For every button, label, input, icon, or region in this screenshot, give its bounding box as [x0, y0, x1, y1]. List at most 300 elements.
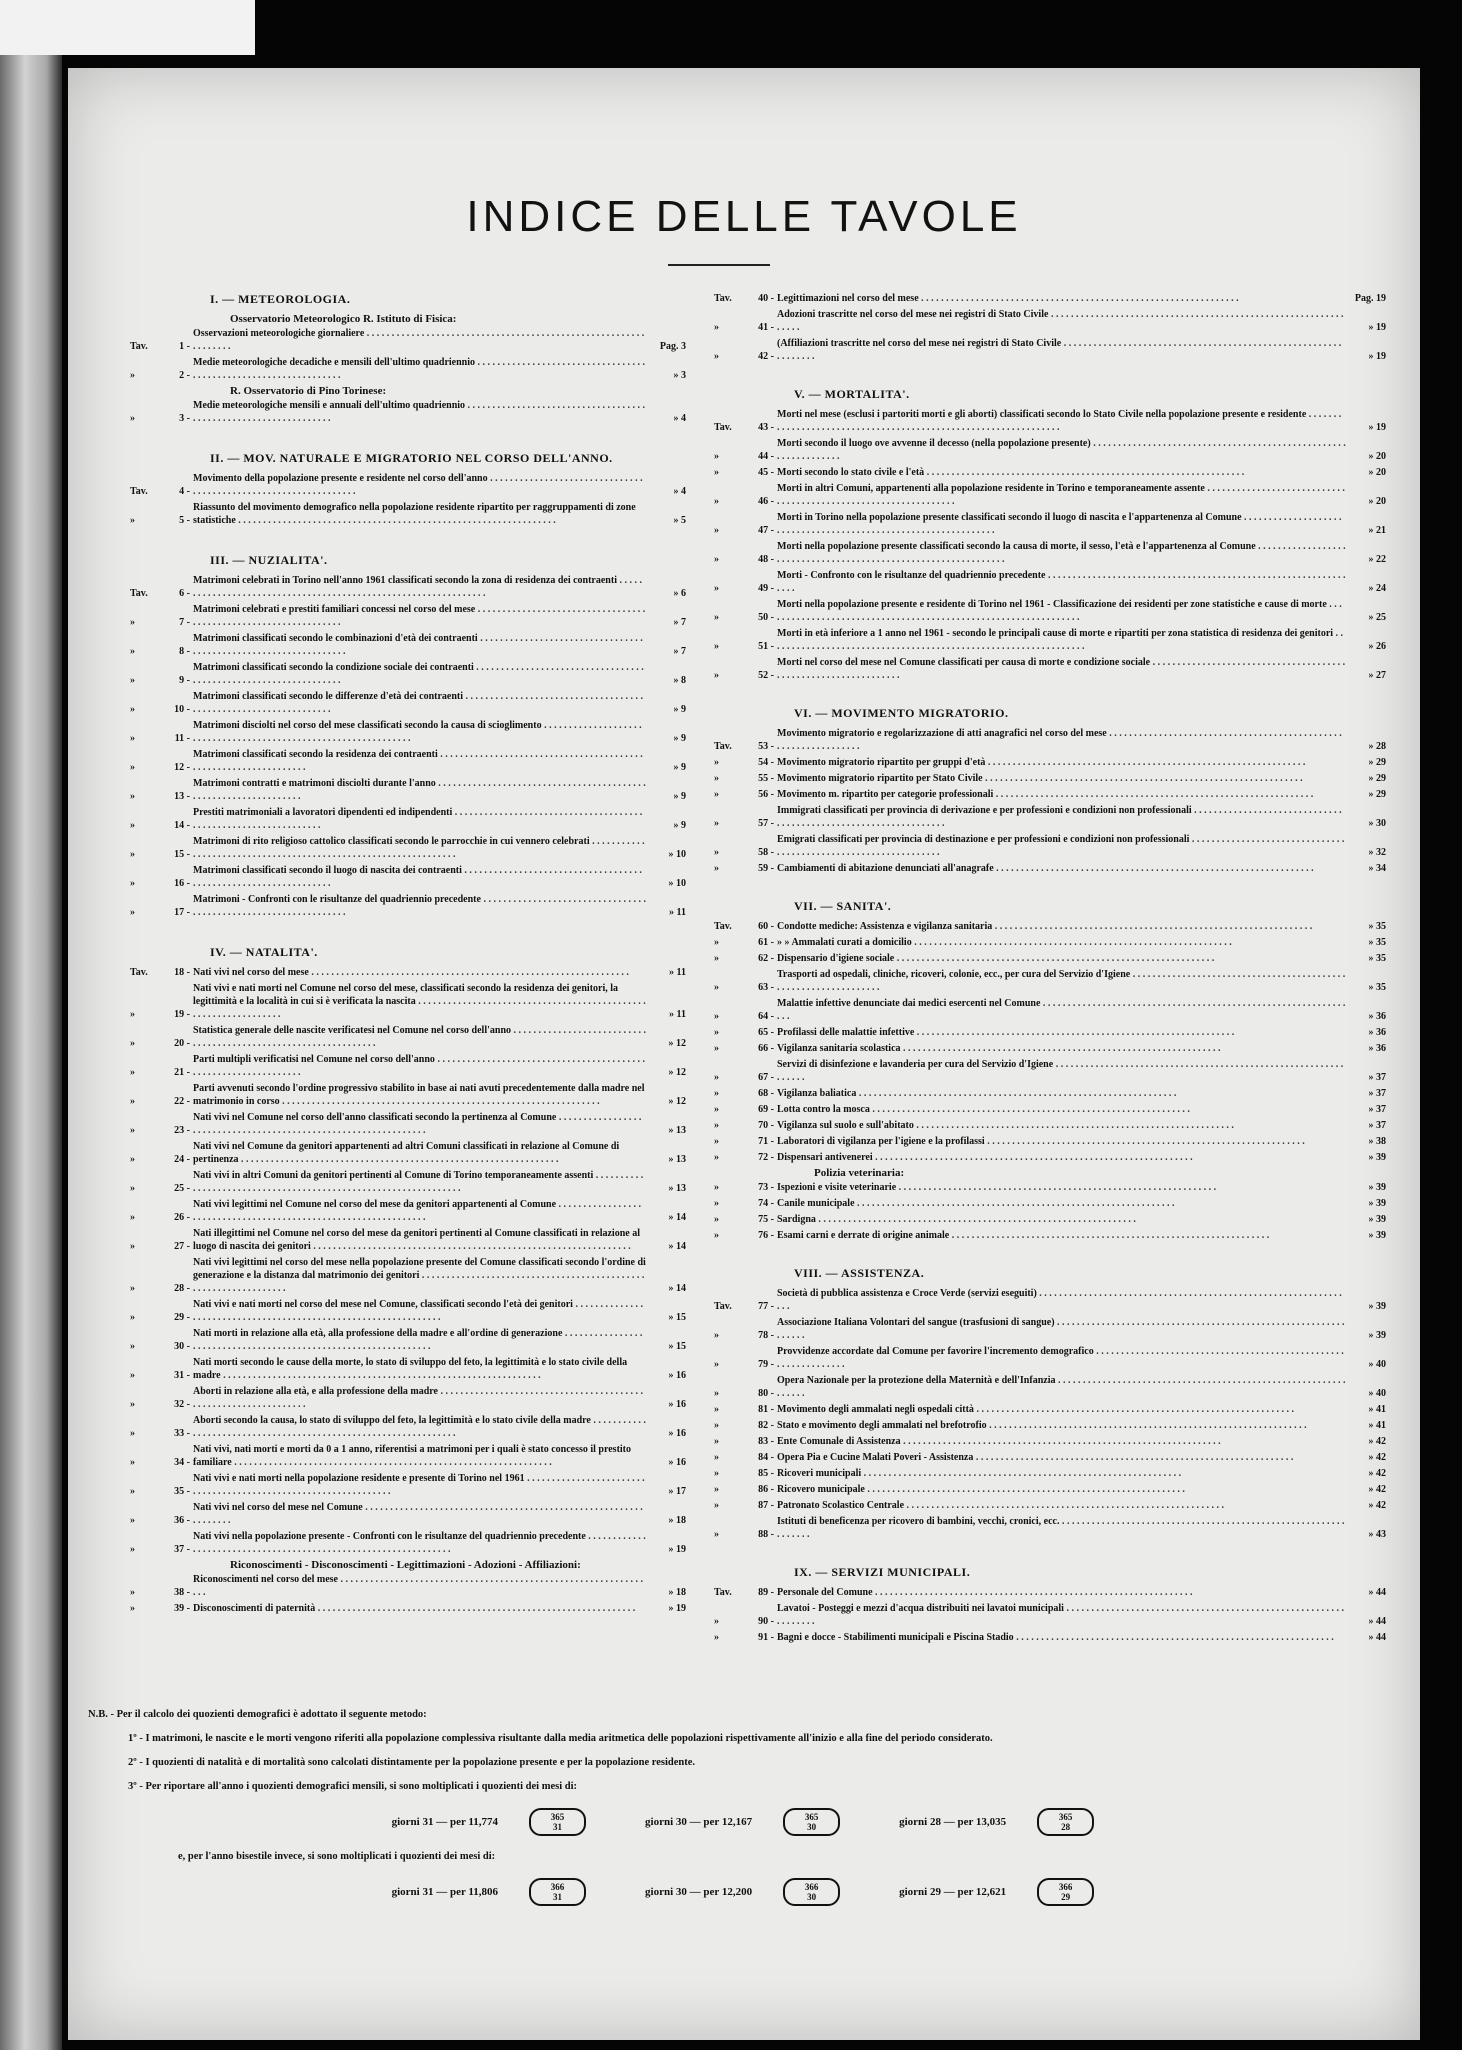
table-prefix: »: [714, 1027, 719, 1038]
fraction-bottom: 30: [807, 1822, 817, 1832]
page-number: » 43: [1368, 1529, 1386, 1540]
formula-text: giorni 30 — per 12,167: [645, 1815, 753, 1828]
entry-title-text: Ispezioni e visite veterinarie: [777, 1182, 897, 1193]
entry-title-text: Legittimazioni nel corso del mese: [777, 293, 919, 304]
page-number: » 5: [673, 515, 686, 526]
table-prefix: »: [714, 1632, 719, 1643]
table-prefix: »: [714, 1011, 719, 1022]
entry-title: [777, 408, 1346, 434]
entry-title: [777, 1087, 1346, 1100]
table-prefix: »: [714, 1468, 719, 1479]
toc-entry: [714, 540, 1386, 566]
formula-text: giorni 31 — per 11,774: [391, 1815, 499, 1828]
entry-title-text: Morti nella popolazione presente e residente di Torino nel 1961 - Classificazione dei residenti per zone statistiche e cause di morte: [777, 599, 1327, 610]
entry-title: [777, 1135, 1346, 1148]
page-number: » 12: [668, 1067, 686, 1078]
table-number: 9 -: [179, 675, 190, 686]
table-prefix: »: [714, 1104, 719, 1115]
toc-entry: [714, 511, 1386, 537]
table-number: 37 -: [174, 1544, 190, 1555]
dot-leader: . . . . . . . . . . . . . . . . . . . . . . . . . . . . . . . . . . . . . . . . . . . . . . . . . . . . . . . . . . . . . . . .: [193, 1299, 643, 1323]
toc-entry: [130, 1443, 686, 1469]
table-prefix: »: [714, 583, 719, 594]
table-prefix: »: [714, 1152, 719, 1163]
dot-leader: . . . . . . . . . . . . . . . . . . . . . . . . . . . . . . . . . . . . . . . . . . . . . . . . . . . . . . . . . . . . . . . .: [904, 1500, 1225, 1511]
table-prefix: »: [130, 1154, 135, 1165]
table-prefix: Tav.: [714, 1301, 732, 1312]
table-number: 5 -: [179, 515, 190, 526]
page-number: » 44: [1368, 1632, 1386, 1643]
dot-leader: . . . . . . . . . . . . . . . . . . . . . . . . . . . . . . . . . . . . . . . . . . . . . . . . . . . . . . . . . . . . . . . .: [193, 357, 646, 381]
toc-entry: [130, 632, 686, 658]
page-number: » 3: [673, 370, 686, 381]
page-number: » 15: [668, 1341, 686, 1352]
entry-title-text: Nati vivi nel Comune nel corso dell'anno classificati secondo la pertinenza al Comune: [193, 1112, 557, 1123]
table-prefix: »: [130, 1486, 135, 1497]
page-number: » 6: [673, 588, 686, 599]
toc-entry: [714, 1058, 1386, 1084]
page-number: » 16: [668, 1457, 686, 1468]
table-prefix: »: [130, 515, 135, 526]
table-prefix: Tav.: [130, 486, 148, 497]
entry-title-text: Morti secondo lo stato civile e l'età: [777, 467, 925, 478]
fraction-bottom: 31: [553, 1822, 563, 1832]
entry-title-text: Profilassi delle malattie infettive: [777, 1027, 915, 1038]
entry-title: [193, 1298, 646, 1324]
table-prefix: »: [130, 820, 135, 831]
page-number: » 35: [1368, 921, 1386, 932]
table-prefix: »: [130, 1341, 135, 1352]
entry-title-text: Nati vivi legittimi nel Comune nel corso del mese da genitori appartenenti al Comune: [193, 1199, 557, 1210]
entry-title: [777, 1499, 1346, 1512]
page-number: » 29: [1368, 773, 1386, 784]
table-number: 32 -: [174, 1399, 190, 1410]
table-number: 2 -: [179, 370, 190, 381]
table-number: 41 -: [758, 322, 774, 333]
table-prefix: »: [130, 878, 135, 889]
dot-leader: . . . . . . . . . . . . . . . . . . . . . . . . . . . . . . . . . . . . . . . . . . . . . . . . . . . . . . . . . . . . . . . .: [894, 953, 1215, 964]
dot-leader: . . . . . . . . . . . . . . . . . . . . . . . . . . . . . . . . . . . . . . . . . . . . . . . . . . . . . . . . . . . . . . . .: [777, 1603, 1344, 1627]
table-prefix: »: [130, 1457, 135, 1468]
entry-title-text: Condotte mediche: Assistenza e vigilanza sanitaria: [777, 921, 993, 932]
table-number: 91 -: [758, 1632, 774, 1643]
toc-entry: [130, 1602, 686, 1615]
table-number: 87 -: [758, 1500, 774, 1511]
dot-leader: . . . . . . . . . . . . . . . . . . . . . . . . . . . . . . . . . . . . . . . . . . . . . . . . . . . . . . . . . . . . . . . .: [777, 728, 1342, 752]
dot-leader: . . . . . . . . . . . . . . . . . . . . . . . . . . . . . . . . . . . . . . . . . . . . . . . . . . . . . . . . . . . . . . . .: [777, 998, 1346, 1022]
toc-entry: [130, 574, 686, 600]
table-prefix: »: [130, 849, 135, 860]
dot-leader: . . . . . . . . . . . . . . . . . . . . . . . . . . . . . . . . . . . . . . . . . . . . . . . . . . . . . . . . . . . . . . . .: [193, 720, 642, 744]
toc-entry: [130, 1501, 686, 1527]
toc-entry: [714, 1602, 1386, 1628]
entry-title-text: Disconoscimenti di paternità: [193, 1603, 316, 1614]
section-heading: II. — MOV. NATURALE E MIGRATORIO NEL CORSO DELL'ANNO.: [210, 451, 613, 465]
dot-leader: . . . . . . . . . . . . . . . . . . . . . . . . . . . . . . . . . . . . . . . . . . . . . . . . . . . . . . . . . . . . . . . .: [949, 1230, 1270, 1241]
toc-entry: [714, 1403, 1386, 1416]
dot-leader: . . . . . . . . . . . . . . . . . . . . . . . . . . . . . . . . . . . . . . . . . . . . . . . . . . . . . . . . . . . . . . . .: [193, 1170, 644, 1194]
entry-title-text: Emigrati classificati per provincia di destinazione e per professioni e condizioni non professionali: [777, 834, 1190, 845]
dot-leader: . . . . . . . . . . . . . . . . . . . . . . . . . . . . . . . . . . . . . . . . . . . . . . . . . . . . . . . . . . . . . . . .: [777, 1375, 1346, 1399]
dot-leader: . . . . . . . . . . . . . . . . . . . . . . . . . . . . . . . . . . . . . . . . . . . . . . . . . . . . . . . . . . . . . . . .: [777, 309, 1344, 333]
table-number: 54 -: [758, 757, 774, 768]
table-prefix: »: [130, 1587, 135, 1598]
toc-section: [130, 553, 686, 919]
entry-title: [777, 569, 1346, 595]
toc-entry: [714, 1435, 1386, 1448]
entry-title-text: Movimento m. ripartito per categorie professionali: [777, 789, 994, 800]
table-prefix: »: [130, 1603, 135, 1614]
dot-leader: . . . . . . . . . . . . . . . . . . . . . . . . . . . . . . . . . . . . . . . . . . . . . . . . . . . . . . . . . . . . . . . .: [193, 328, 645, 352]
toc-entry: [714, 1515, 1386, 1541]
dot-leader: . . . . . . . . . . . . . . . . . . . . . . . . . . . . . . . . . . . . . . . . . . . . . . . . . . . . . . . . . . . . . . . .: [777, 541, 1346, 565]
formula-connector: e, per l'anno bisestile invece, si sono moltiplicati i quozienti dei mesi di:: [178, 1851, 496, 1862]
entry-title: [193, 1227, 646, 1253]
toc-entry: [130, 1140, 686, 1166]
entry-title: [193, 1024, 646, 1050]
toc-entry: [714, 1467, 1386, 1480]
toc-entry: [130, 1082, 686, 1108]
table-prefix: »: [714, 1136, 719, 1147]
page-number: » 27: [1368, 670, 1386, 681]
toc-entry: [714, 627, 1386, 653]
entry-title: [777, 1119, 1346, 1132]
entry-title-text: Medie meteorologiche mensili e annuali dell'ultimo quadriennio: [193, 400, 466, 411]
toc-entry: [714, 482, 1386, 508]
dot-leader: . . . . . . . . . . . . . . . . . . . . . . . . . . . . . . . . . . . . . . . . . . . . . . . . . . . . . . . . . . . . . . . .: [193, 1386, 643, 1410]
entry-title-text: (Affiliazioni trascritte nel corso del mese nei registri di Stato Civile: [777, 338, 1062, 349]
fraction-top: 366: [804, 1882, 819, 1892]
toc-entry: [714, 1586, 1386, 1599]
table-number: 34 -: [174, 1457, 190, 1468]
table-number: 47 -: [758, 525, 774, 536]
entry-title: [193, 1385, 646, 1411]
table-prefix: »: [714, 1452, 719, 1463]
subsection-heading: Polizia veterinaria:: [814, 1167, 905, 1179]
table-prefix: Tav.: [130, 967, 148, 978]
table-prefix: »: [714, 467, 719, 478]
toc-entry: [130, 1256, 686, 1295]
entry-title: [193, 1573, 646, 1599]
page-number: » 41: [1368, 1404, 1386, 1415]
section-heading: IX. — SERVIZI MUNICIPALI.: [794, 1565, 971, 1579]
table-number: 51 -: [758, 641, 774, 652]
entry-title: [193, 574, 646, 600]
table-number: 21 -: [174, 1067, 190, 1078]
entry-title: [193, 748, 646, 774]
page-number: » 44: [1368, 1587, 1386, 1598]
fraction-top: 366: [550, 1882, 565, 1892]
entry-title: [193, 1443, 646, 1469]
fraction-bottom: 28: [1061, 1822, 1071, 1832]
entry-title: [777, 1631, 1346, 1644]
subsection-heading: R. Osservatorio di Pino Torinese:: [230, 385, 387, 397]
fraction: [1037, 1878, 1095, 1906]
table-number: 90 -: [758, 1616, 774, 1627]
table-prefix: Tav.: [130, 588, 148, 599]
entry-title-text: Vigilanza baliatica: [777, 1088, 857, 1099]
entry-title: [777, 598, 1346, 624]
table-prefix: »: [130, 1096, 135, 1107]
toc-entry: [130, 603, 686, 629]
page-number: » 9: [673, 704, 686, 715]
page-number: » 7: [673, 617, 686, 628]
entry-title: [193, 1111, 646, 1137]
table-number: 63 -: [758, 982, 774, 993]
table-number: 67 -: [758, 1072, 774, 1083]
entry-title: [193, 472, 646, 498]
table-prefix: »: [714, 937, 719, 948]
entry-title: [777, 1151, 1346, 1164]
dot-leader: . . . . . . . . . . . . . . . . . . . . . . . . . . . . . . . . . . . . . . . . . . . . . . . . . . . . . . . . . . . . . . . .: [777, 570, 1346, 594]
page-number: » 39: [1368, 1214, 1386, 1225]
table-prefix: »: [714, 1214, 719, 1225]
entry-title-text: Nati vivi, nati morti e morti da 0 a 1 anno, riferentisi a matrimoni per i quali è stato concesso il prestito familiare: [193, 1444, 632, 1468]
section-heading: IV. — NATALITA'.: [210, 945, 318, 959]
table-number: 29 -: [174, 1312, 190, 1323]
page-number: » 13: [668, 1125, 686, 1136]
section-heading: VIII. — ASSISTENZA.: [794, 1266, 925, 1280]
entry-title-text: Aborti secondo la causa, lo stato di sviluppo del feto, la legittimità e lo stato civile della madre: [193, 1415, 591, 1426]
table-number: 69 -: [758, 1104, 774, 1115]
table-number: 27 -: [174, 1241, 190, 1252]
table-number: 56 -: [758, 789, 774, 800]
table-prefix: »: [130, 1212, 135, 1223]
page-number: » 4: [673, 413, 686, 424]
entry-title-text: Bagni e docce - Stabilimenti municipali e Piscina Stadio: [777, 1632, 1014, 1643]
table-number: 82 -: [758, 1420, 774, 1431]
dot-leader: . . . . . . . . . . . . . . . . . . . . . . . . . . . . . . . . . . . . . . . . . . . . . . . . . . . . . . . . . . . . . . . .: [308, 967, 629, 978]
table-prefix: »: [714, 982, 719, 993]
entry-title-text: Nati vivi nel corso del mese nel Comune: [193, 1502, 363, 1513]
entry-title-text: Nati vivi in altri Comuni da genitori pertinenti al Comune di Torino temporaneamente assenti: [193, 1170, 594, 1181]
fraction-top: 365: [804, 1812, 819, 1822]
dot-leader: . . . . . . . . . . . . . . . . . . . . . . . . . . . . . . . . . . . . . . . . . . . . . . . . . . . . . . . . . . . . . . . .: [777, 512, 1342, 536]
page-number: » 38: [1368, 1136, 1386, 1147]
entry-title-text: Dispensario d'igiene sociale: [777, 953, 895, 964]
dot-leader: . . . . . . . . . . . . . . . . . . . . . . . . . . . . . . . . . . . . . . . . . . . . . . . . . . . . . . . . . . . . . . . .: [982, 773, 1303, 784]
page-number: » 10: [668, 849, 686, 860]
table-number: 61 -: [758, 937, 774, 948]
table-prefix: »: [130, 1241, 135, 1252]
table-number: 7 -: [179, 617, 190, 628]
toc-entry: [130, 748, 686, 774]
toc-entry: [130, 1385, 686, 1411]
table-prefix: »: [714, 863, 719, 874]
dot-leader: . . . . . . . . . . . . . . . . . . . . . . . . . . . . . . . . . . . . . . . . . . . . . . . . . . . . . . . . . . . . . . . .: [993, 863, 1314, 874]
toc-entry: [714, 1229, 1386, 1242]
dot-leader: . . . . . . . . . . . . . . . . . . . . . . . . . . . . . . . . . . . . . . . . . . . . . . . . . . . . . . . . . . . . . . . .: [777, 338, 1342, 362]
entry-title-text: Nati vivi legittimi nel corso del mese nella popolazione presente del Comune classificati secondo l'ordine di generazione e la distanza dal matrimonio dei genitori: [193, 1257, 646, 1281]
page-number: » 20: [1368, 496, 1386, 507]
entry-title: [777, 1435, 1346, 1448]
formula-term: [631, 1808, 854, 1836]
entry-title: [777, 437, 1346, 463]
entry-title: [193, 1472, 646, 1498]
entry-title-text: Sardigna: [777, 1214, 816, 1225]
page-number: » 20: [1368, 467, 1386, 478]
toc-entry: [714, 862, 1386, 875]
table-number: 44 -: [758, 451, 774, 462]
entry-title: [777, 727, 1346, 753]
toc-entry: [714, 308, 1386, 334]
entry-title-text: Matrimoni classificati secondo il luogo di nascita dei contraenti: [193, 865, 462, 876]
table-prefix: »: [130, 733, 135, 744]
page-number: » 18: [668, 1587, 686, 1598]
formula-term: [631, 1878, 854, 1906]
dot-leader: . . . . . . . . . . . . . . . . . . . . . . . . . . . . . . . . . . . . . . . . . . . . . . . . . . . . . . . . . . . . . . . .: [193, 1531, 646, 1555]
dot-leader: . . . . . . . . . . . . . . . . . . . . . . . . . . . . . . . . . . . . . . . . . . . . . . . . . . . . . . . . . . . . . . . .: [193, 691, 644, 715]
entry-title-text: Opera Nazionale per la protezione della Maternità e dell'Infanzia: [777, 1375, 1056, 1386]
table-prefix: »: [130, 704, 135, 715]
table-number: 11 -: [174, 733, 190, 744]
entry-title: [777, 1213, 1346, 1226]
table-prefix: »: [714, 1420, 719, 1431]
toc-entry: [130, 1356, 686, 1382]
page-number: » 19: [1368, 351, 1386, 362]
toc-entry: [714, 1103, 1386, 1116]
entry-title: [777, 1026, 1346, 1039]
toc-section: [714, 387, 1386, 682]
page-number: » 39: [1368, 1301, 1386, 1312]
table-prefix: »: [130, 370, 135, 381]
fraction-bottom: 30: [807, 1892, 817, 1902]
entry-title: [777, 1403, 1346, 1416]
toc-entry: [130, 893, 686, 919]
table-prefix: »: [714, 757, 719, 768]
entry-title-text: Nati morti secondo le cause della morte, lo stato di sviluppo del feto, la legittimità e lo stato civile della madre: [193, 1357, 628, 1381]
table-number: 38 -: [174, 1587, 190, 1598]
page-number: » 35: [1368, 953, 1386, 964]
dot-leader: . . . . . . . . . . . . . . . . . . . . . . . . . . . . . . . . . . . . . . . . . . . . . . . . . . . . . . . . . . . . . . . .: [1013, 1632, 1334, 1643]
toc-entry: [130, 1053, 686, 1079]
table-number: 79 -: [758, 1359, 774, 1370]
entry-title: [777, 482, 1346, 508]
entry-title: [193, 777, 646, 803]
page-number: » 35: [1368, 937, 1386, 948]
dot-leader: . . . . . . . . . . . . . . . . . . . . . . . . . . . . . . . . . . . . . . . . . . . . . . . . . . . . . . . . . . . . . . . .: [777, 1346, 1344, 1370]
dot-leader: . . . . . . . . . . . . . . . . . . . . . . . . . . . . . . . . . . . . . . . . . . . . . . . . . . . . . . . . . . . . . . . .: [193, 1270, 645, 1294]
table-number: 43 -: [758, 422, 774, 433]
entry-title: [193, 806, 646, 832]
fraction-top: 365: [1058, 1812, 1073, 1822]
page-number: » 41: [1368, 1420, 1386, 1431]
toc-entry: [714, 1026, 1386, 1039]
section-heading: III. — NUZIALITA'.: [210, 553, 328, 567]
entry-title: [193, 399, 646, 425]
page-number: » 22: [1368, 554, 1386, 565]
dot-leader: . . . . . . . . . . . . . . . . . . . . . . . . . . . . . . . . . . . . . . . . . . . . . . . . . . . . . . . . . . . . . . . .: [777, 599, 1342, 623]
fraction-top: 366: [1058, 1882, 1073, 1892]
table-number: 85 -: [758, 1468, 774, 1479]
entry-title-text: Parti avvenuti secondo l'ordine progressivo stabilito in base ai nati avuti precedentemente dalla madre nel matrimonio in corso: [193, 1083, 645, 1107]
entry-title-text: Matrimoni classificati secondo la condizione sociale dei contraenti: [193, 662, 474, 673]
page-number: » 39: [1368, 1230, 1386, 1241]
dot-leader: . . . . . . . . . . . . . . . . . . . . . . . . . . . . . . . . . . . . . . . . . . . . . . . . . . . . . . . . . . . . . . . .: [777, 1059, 1344, 1083]
dot-leader: . . . . . . . . . . . . . . . . . . . . . . . . . . . . . . . . . . . . . . . . . . . . . . . . . . . . . . . . . . . . . . . .: [854, 1198, 1175, 1209]
toc-entry: [714, 952, 1386, 965]
dot-leader: . . . . . . . . . . . . . . . . . . . . . . . . . . . . . . . . . . . . . . . . . . . . . . . . . . . . . . . . . . . . . . . .: [993, 789, 1314, 800]
page-number: » 40: [1368, 1359, 1386, 1370]
entry-title-text: Morti in altri Comuni, appartenenti alla popolazione residente in Torino e temporaneamente assente: [777, 483, 1205, 494]
entry-title-text: Matrimoni classificati secondo le differenze d'età dei contraenti: [193, 691, 464, 702]
table-number: 26 -: [174, 1212, 190, 1223]
table-prefix: »: [714, 496, 719, 507]
entry-title: [777, 1467, 1346, 1480]
page-number: » 25: [1368, 612, 1386, 623]
entry-title-text: Opera Pia e Cucine Malati Poveri - Assistenza: [777, 1452, 974, 1463]
page-number: » 12: [668, 1096, 686, 1107]
entry-title: [193, 1256, 646, 1295]
dot-leader: . . . . . . . . . . . . . . . . . . . . . . . . . . . . . . . . . . . . . . . . . . . . . . . . . . . . . . . . . . . . . . . .: [777, 657, 1346, 681]
toc-entry: [130, 1414, 686, 1440]
toc-entry: [714, 997, 1386, 1023]
entry-title: [193, 1140, 646, 1166]
table-number: 83 -: [758, 1436, 774, 1447]
toc-entry: [714, 1087, 1386, 1100]
toc-entry: [130, 1530, 686, 1556]
toc-section: [130, 451, 686, 527]
page-number: » 7: [673, 646, 686, 657]
entry-title-text: Matrimoni celebrati e prestiti familiari concessi nel corso del mese: [193, 604, 476, 615]
entry-title-text: Società di pubblica assistenza e Croce Verde (servizi eseguiti): [777, 1288, 1037, 1299]
toc-entry: [714, 337, 1386, 363]
entry-title-text: Matrimoni contratti e matrimoni disciolti durante l'anno: [193, 778, 436, 789]
table-number: 19 -: [174, 1009, 190, 1020]
table-prefix: »: [714, 773, 719, 784]
entry-title-text: Nati vivi e nati morti nel corso del mese nel Comune, classificati secondo l'età dei genitori: [193, 1299, 573, 1310]
entry-title-text: Riconoscimenti nel corso del mese: [193, 1574, 338, 1585]
table-prefix: »: [714, 1359, 719, 1370]
page-number: » 29: [1368, 757, 1386, 768]
fraction-bottom: 31: [553, 1892, 563, 1902]
table-number: 12 -: [174, 762, 190, 773]
formula-text: giorni 31 — per 11,806: [391, 1885, 499, 1898]
dot-leader: . . . . . . . . . . . . . . . . . . . . . . . . . . . . . . . . . . . . . . . . . . . . . . . . . . . . . . . . . . . . . . . .: [193, 1199, 642, 1223]
entry-title-text: Morti nella popolazione presente classificati secondo la causa di morte, il sesso, l'età e l'appartenenza al Comune: [777, 541, 1256, 552]
toc-entry: [130, 835, 686, 861]
entry-title-text: Matrimoni classificati secondo la residenza dei contraenti: [193, 749, 438, 760]
table-prefix: »: [714, 1230, 719, 1241]
entry-title: [193, 719, 646, 745]
table-number: 89 -: [758, 1587, 774, 1598]
entry-title: [193, 1198, 646, 1224]
toc-entry: [714, 1631, 1386, 1644]
table-number: 72 -: [758, 1152, 774, 1163]
toc-section: [130, 945, 686, 1615]
table-number: 46 -: [758, 496, 774, 507]
entry-title-text: Vigilanza sul suolo e sull'abitato: [777, 1120, 914, 1131]
table-prefix: »: [130, 1428, 135, 1439]
table-number: 1 -: [179, 341, 190, 352]
toc-entry: [714, 756, 1386, 769]
page-number: » 21: [1368, 525, 1386, 536]
page-number: Pag. 3: [659, 341, 686, 352]
toc-entry: [130, 982, 686, 1021]
page-number: » 39: [1368, 1330, 1386, 1341]
table-prefix: »: [130, 1399, 135, 1410]
table-number: 31 -: [174, 1370, 190, 1381]
dot-leader: . . . . . . . . . . . . . . . . . . . . . . . . . . . . . . . . . . . . . . . . . . . . . . . . . . . . . . . . . . . . . . . .: [777, 1317, 1345, 1341]
fraction: [529, 1878, 587, 1906]
table-prefix: »: [714, 612, 719, 623]
entry-title: [193, 864, 646, 890]
page-number: » 39: [1368, 1182, 1386, 1193]
entry-title-text: Movimento degli ammalati negli ospedali città: [777, 1404, 974, 1415]
entry-title: [193, 1414, 646, 1440]
dot-leader: . . . . . . . . . . . . . . . . . . . . . . . . . . . . . . . . . . . . . . . . . . . . . . . . . . . . . . . . . . . . . . . .: [777, 834, 1345, 858]
table-number: 30 -: [174, 1341, 190, 1352]
